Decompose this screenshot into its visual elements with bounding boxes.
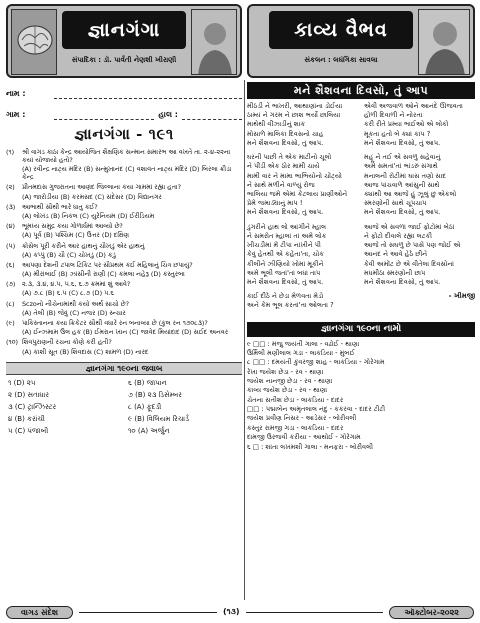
answer-item: ૧ (D) ૨૫ [8,378,36,387]
question-item [6,222,242,239]
kavya-editor: સંકલન : લઘંગિકા સાવલા [304,56,378,64]
poem-line: માથેથી વીંઝાડીનું શાક [247,120,306,129]
poem-line: મહૂં ને તઈ એ સવળું સહેવાનું [364,153,441,162]
answer-item: ૫ (C) પંજાબી [8,426,49,435]
question-options: (A) પૂર્વ (B) પશ્ચિમ (C) ઉત્તર (D) દક્ષિણ [22,231,130,240]
question-number: (૪) [6,222,15,231]
poem-line: ક્યાંથી આ આજે હું ઝૂલું છું એકલો [364,189,457,198]
name-field-row [6,89,242,99]
footer-rule [79,612,217,613]
winner-line: રેખા જયેશ છેડા - રવ - થાણા [247,367,324,376]
poem-line: ને પીંડી એક ઠોર મામી ચાયે [247,162,320,171]
page-footer [6,605,474,620]
answer-item: ૯ (B) વિલિયમ રિચાર્ડ [128,414,189,423]
question-text: પ્રીતમદાસ ગુજરાતના આણંદ જિલ્લાના કયા ગામમાં રહ્યા હતા? [22,183,181,192]
poem-line: આજે તો સઘળું છે પાસે પણ જોઈ એ [364,241,461,250]
poem-line: કાઈ દીઠે ને છેડા મેળવતા મેડો [247,292,324,301]
question-number: (૭) [6,280,16,289]
poem-stanza [364,223,475,288]
poem-line: અમે સમતાં'તાં ભાંડરું સંગાથે [364,162,438,171]
village-label: ગામ : [6,110,26,120]
question-item [6,300,242,317]
winner-line: જયેશ પ્રવીણ નિસર - આડેસર - બોરીવલી [247,414,357,423]
question-options: (A) ઈન્ઝમામ ઉલ હક (B) ઈમરાન ખાન (C) જાવેદ મિયાંદાદ (D) સઈદ અનવર [22,328,229,337]
poem-line: પ્રેમે જમાડ્યાનું માપ ! [247,199,303,208]
question-text: ક્રોસેલ પૂરી કરીને આર હાથનું ચૌખડું એર હાથનું [22,241,145,250]
question-text: શિવપુરાણની રચના કોણે કરી હતી? [22,338,112,347]
question-text: ૨.૩, ૩.૪, ૪.૫, ૫.૬, ૬.૭ ક્રમમાં શું આવે? [22,280,131,289]
poem-line: મને શૈશવના દિવસો, તું આપ. [247,277,324,286]
winner-line: ઉર્મિલી મણીલાલ ગડા - લાકડિયા - મુંબઈ [247,348,355,357]
answer-item: ૬ (B) જાપાન [128,378,167,387]
poem-column-left [247,102,358,316]
gnanganga-editor: સંપાદિકા : ડૉ. પાર્વતી નેણશી ખીરાણી [71,56,177,64]
gnanganga-header [6,4,242,78]
brain-illustration [11,9,57,75]
winner-line: દામજી ઉરજવી કરીયા - આથોઈ - ગોરેગામ [247,433,361,442]
poem-line: ભાલિયા જમે એમાં કેટલાય પ્રાણીઓને [247,189,348,198]
question-number: (૧) [6,147,15,156]
poem-line: મામી વાર ને મામા ભાભિયોનો ચોંટ્યો [247,171,342,180]
answer-item: ૭ (B) ૨૩ ડિસેમ્બર [128,390,182,399]
poem-stanza [364,102,475,148]
poem-line: ને સમરોત મ્હાલાં તાં અમે લોક [247,231,327,240]
poem-line: કેવી અમોંટ છે એ વીતેલા દિવસોનાં [364,259,455,268]
question-item [6,183,242,200]
question-number: (૩) [6,202,16,211]
poem-line: ઘરની પાછી તે એક માટીનો ચૂલો [247,153,332,162]
poem-line: મોસાળે માલિકા દિવસનો ચાહ [247,129,324,138]
kavya-title: કાવ્ય વૈભવ [269,11,413,49]
column-divider [244,80,245,600]
poem-stanza [247,223,358,288]
poem-title: મને શૈશવના દિવસો, તું આપ [247,82,475,99]
question-list [6,148,242,356]
question-options: (A) ૭.૮ (B) ૬.૫ (C) ૮.૭ (D) ૫.૬ [22,289,114,298]
poem-stanza [247,153,358,218]
question-item [6,261,242,278]
page-number: (૧૩) [222,607,240,617]
poem-line: મને શૈશવના દિવસો, તું આપ. [247,138,324,147]
question-options: (A) રવીન્દ્ર નાટ્ય મંદિર (B) સન્મુખાનંદ (C) વશાવંત નાટ્ય મંદિર (D) બિરલા ક્રીડા કેન્દ્ર [22,165,232,182]
village-field-row [6,110,242,120]
poem-body [247,102,475,316]
question-text: ભૂમધ્ય સમુદ્ર કયા ગોળાર્ધમાં આવ્યો છે? [22,222,123,231]
answer-item: ૩ (C) ટ્રાન્ઝિસ્ટર [8,402,57,411]
gnanganga-column [6,4,242,436]
current-label: હાલ : [158,110,178,120]
kavya-column [247,4,475,452]
question-text: આભાથી સૌથી ભારે ધાતુ કઈ? [22,202,98,211]
quiz-title: જ્ઞાનગંગા - ૧૯૧ [74,125,174,144]
village-fill-line[interactable] [54,111,154,120]
question-options: (A) કપ્પું (B) ચૌ (C) ચોખડું (D) કડું [22,250,116,259]
compiler-photo [418,9,470,75]
poem-line: મને શૈશવના દિવસો, તું આપ. [364,208,441,217]
winner-line: □□ : પદ્માબેન અમૃતલાલ નંદુ - કકરવા - દાદર ટીટી [247,405,386,414]
issue-date: ઑક્ટોબર-૨૦૨૨ [389,606,474,619]
poet-name: - ખીમજી [448,292,475,301]
poem-line: મને શૈશવના દિવસો, તું આપ. [364,277,441,286]
poem-stanza [364,153,475,218]
kavya-header [247,4,475,78]
question-options: (A) કાશી સૂત (B) શિવદાસ (C) શામળ (D) નારદ [22,347,149,356]
question-number: (૫) [6,241,16,250]
winner-line: ૬ □ : શાંતા લખમશી ગાલા - મનફરા - બોરીવલી [247,442,374,451]
poem-line: ઠામ્યં ને ગરમ ને છાશ ભર્યો છાલિયા [247,111,341,120]
editor-photo [191,9,237,75]
magazine-name: વાગડ સંદેશ [6,606,73,619]
gnanganga-title: જ્ઞાનગંગા [62,11,186,49]
question-options: (A) તેલી (B) જેવું (C) નજર (D) સ્ન્ચાર [22,308,126,317]
poem-line: ને સાથે મળીને વાળ્યું રોજ [247,180,315,189]
question-number: (૬) [6,260,15,269]
question-item [6,338,242,355]
poem-line: કરી રીતે પ્રમ્યા ભાઈઓ એ લોકો [364,120,449,129]
question-options: (A) મીરાંબાઈ (B) ઝાંસીની રાણી (C) કમલા નહેરૂ (D) કસ્તુરબા [22,270,185,279]
question-text: Sczoનો નીચેનામાંથી કયો અર્થ સાચો છે? [22,299,129,308]
poem-line: ખીચડીમાં મેં ટીપા નાંખીને પી [247,241,321,250]
poem-line: મૂકતા હતો બે ક્યાં કાપ ? [364,129,431,138]
question-item [6,280,242,297]
poem-line: કીલીને ઝીણિયો ખોમાં મૂકીને [247,259,324,268]
question-number: (૨) [6,183,15,192]
answer-item: ૨ (D) સતાધાર [8,390,49,399]
question-item [6,148,242,182]
poem-line: મને શૈશવના દિવસો, તું આપ. [364,138,441,147]
poem-line: આજે એ સવળાં જાઈ ફોટોમાં બેઠાં [364,222,455,231]
question-text: શ્રી વાગડ કાઠા કેન્દ્ર આયોજિત શૈક્ષણિક સન્માન સમારંભ આ વખતે તા. ૨-૪-૨૨ના કયાં યોજાયો હતો? [22,147,231,164]
winner-line: જયેશ નાનજી છેડા - રવ - થાણા [247,377,333,386]
poem-line: એવી અજવાળ ઓને આનંદે ઊજવતા [364,102,463,110]
poem-line: ને ફોટો દીવાલે રહ્યા લટકી [364,231,433,240]
winner-line: કાવ્ય જયેશ છેડા - રવ - થાણા [247,386,328,395]
winners-list [247,337,475,452]
winner-line: ૯ □□ : મંજુ જયંતી ગાલા - વઢોઈ - થાણા [247,339,360,348]
poem-line: ડુંગરીને હાથ લો આંગીને મ્હાલ [247,222,327,231]
current-fill-line[interactable] [182,111,242,120]
poem-line: સ્મરણોની સાથે ચૂપચાપ [364,199,427,208]
poem-line: મનાલની રોટીમાં ઘાસ તણો સાદ [364,171,447,180]
name-label: નામ : [6,89,26,98]
poem-line: મીઠડી ને ભાખરી, આથાણાંના ડોઈયા [247,102,343,110]
winner-line: ૮ □□ : દમયંતી કુંવરજી શાહ - લાકડિયા - ગોરેગામ [247,358,385,367]
answer-item: ૪ (B) કરાંચી [8,414,45,423]
question-options: (A) લોખંડ (B) નિકલ (C) યુરેનિયમ (D) ઈરીડિયમ [22,211,155,220]
winner-line: ચેતના સતીશ છેડા - લાકડિયા - દાદર [247,395,344,404]
answer-item: ૮ (A) ફૂદડી [128,402,162,411]
question-item [6,242,242,259]
poem-line: હોળી દિવાળી ને નોરતા [364,111,423,120]
answer-item: ૧૦ (A) અર્જુન [128,426,170,435]
poem-line: અમે ભૂલી જતાં'તાં બધાં તાપ [247,268,321,277]
footer-rule [246,612,384,613]
question-number: (૮) [6,299,15,308]
poem-line: આજ પાંચવાળે આંસુની સાથે [364,180,440,189]
winner-line: કસ્તુર રામજી ગડા - લાકડિયા - દાદર [247,423,344,432]
question-options: (A) જારોડીયા (B) કરમસદ (C) સંદેસર (D) વિદ્યાનગર [22,192,162,201]
poem-line: મધમીઠા સ્મરણોની છાપ [364,268,426,277]
question-item [6,319,242,336]
question-item [6,203,242,220]
answers-title: જ્ઞાનગંગા ૧૯૦ના જવાબ [6,362,242,375]
question-number: (૯) [6,319,15,328]
poem-line: આનંદ ને આવે હેઠે છીને [364,250,428,259]
poem-stanza [247,292,358,310]
question-text: આપણા દેશની ટપાલ ટિકિટ પર સૌપ્રથમ કઈ મહિલાનું ચિત્ર છપાયું? [22,260,193,269]
name-fill-line[interactable] [54,90,242,99]
answers-grid [6,375,242,436]
question-text: પાકિસ્તાનના કયા ક્રિકેટર સૌથી વધારે રન બનાવ્યા છે (કુલ રન ૧૭૦૮૩)? [22,319,208,328]
question-number: (૧૦) [6,338,18,347]
poem-column-right [364,102,475,316]
poem-line: અને કેમ ભૂલ કરતાં'તા ઓલતા ? [247,301,334,310]
poem-line: કેવું હેતથી એ કહેતા'તા, ચોક [247,250,324,259]
poem-line: મને શૈશવના દિવસો, તું આપ. [247,208,324,217]
poem-stanza [247,102,358,148]
winners-title: જ્ઞાનગંગા ૧૯૦ના નામો [247,322,475,337]
